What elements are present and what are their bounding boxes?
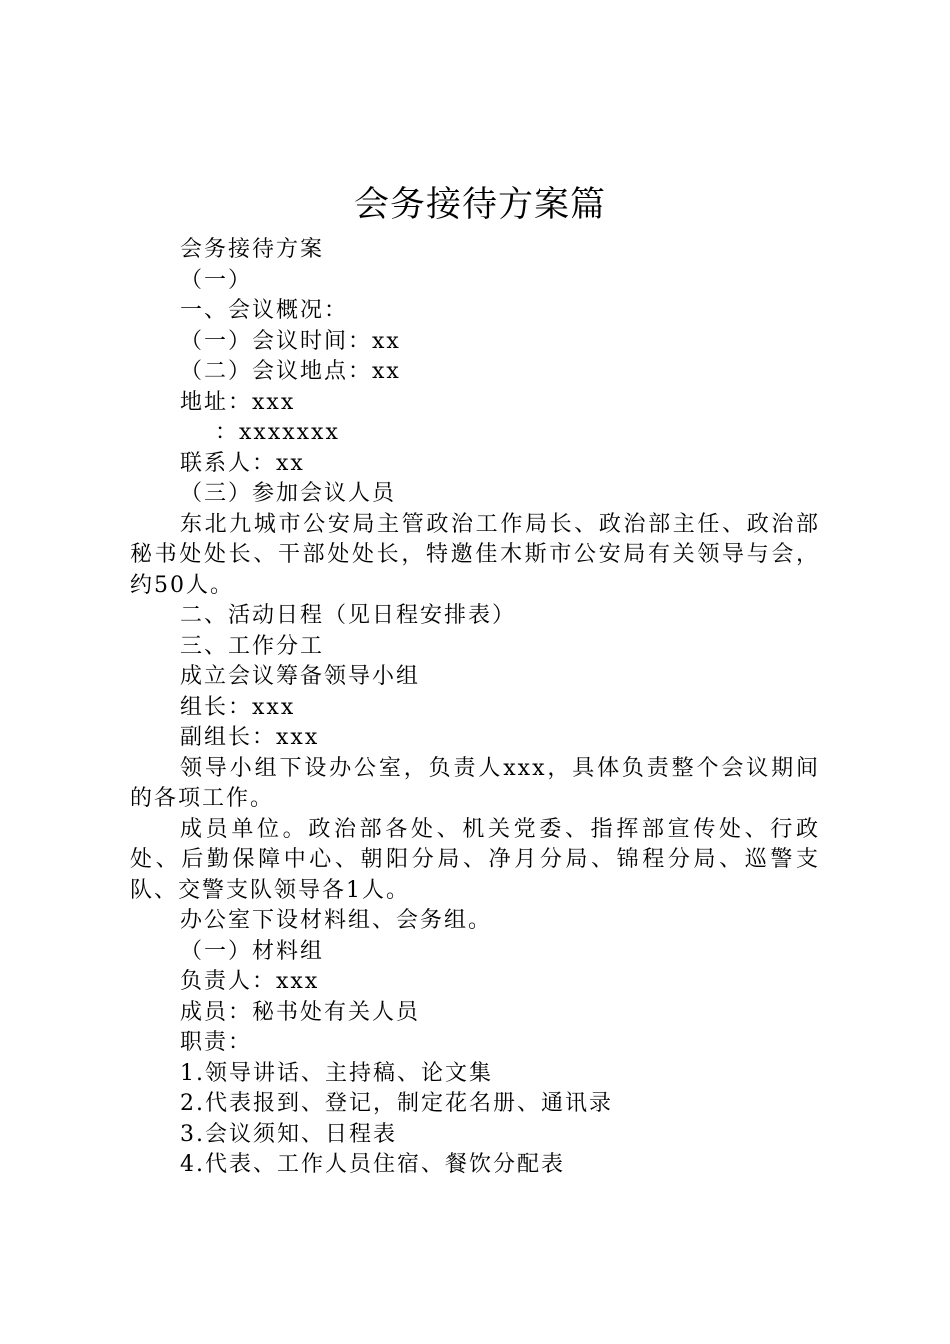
- duty-item-3: 3.会议须知、日程表: [180, 1121, 397, 1147]
- document-body: [130, 235, 820, 1181]
- phone-line: ：xxxxxxx: [215, 420, 340, 445]
- address-line: 地址：xxx: [180, 389, 296, 415]
- paragraph-heading: 会务接待方案: [180, 237, 325, 262]
- paragraph-part-one: （一）: [180, 267, 253, 293]
- attendees-description: 东北九城市公安局主管政治工作局长、政治部主任、政治部秘书处处长、干部处处长，特邀佳木斯市公安局有关领导与会，约50人。: [130, 511, 820, 598]
- member-units: 成员单位。政治部各处、机关党委、指挥部宣传处、行政处、后勤保障中心、朝阳分局、净月分局、锦程分局、巡警支队、交警支队领导各1人。: [130, 816, 820, 903]
- materials-group-members: 成员：秘书处有关人员: [180, 999, 421, 1025]
- materials-group-lead: 负责人：xxx: [180, 969, 320, 994]
- section-meeting-overview: 一、会议概况：: [180, 298, 349, 323]
- section-division-of-work: 三、工作分工: [180, 633, 325, 659]
- materials-group-heading: （一）材料组: [180, 938, 325, 964]
- document-title: 会务接待方案篇: [353, 185, 606, 225]
- duties-heading: 职责：: [180, 1030, 253, 1055]
- office-subgroups: 办公室下设材料组、会务组。: [180, 908, 493, 933]
- group-leader: 组长：xxx: [180, 694, 296, 720]
- deputy-group-leader: 副组长：xxx: [180, 725, 320, 750]
- leadership-group: 成立会议筹备领导小组: [180, 664, 421, 689]
- meeting-time: （一）会议时间：xx: [180, 328, 401, 354]
- duty-item-2: 2.代表报到、登记，制定花名册、通讯录: [180, 1091, 613, 1116]
- office-description: 领导小组下设办公室，负责人xxx，具体负责整个会议期间的各项工作。: [130, 755, 820, 811]
- meeting-location: （二）会议地点：xx: [180, 359, 401, 384]
- contact-person: 联系人：xx: [180, 450, 305, 476]
- attendees-heading: （三）参加会议人员: [180, 481, 397, 506]
- section-schedule: 二、活动日程（见日程安排表）: [180, 603, 517, 628]
- duty-item-1: 1.领导讲话、主持稿、论文集: [180, 1060, 493, 1086]
- duty-item-4: 4.代表、工作人员住宿、餐饮分配表: [180, 1152, 565, 1177]
